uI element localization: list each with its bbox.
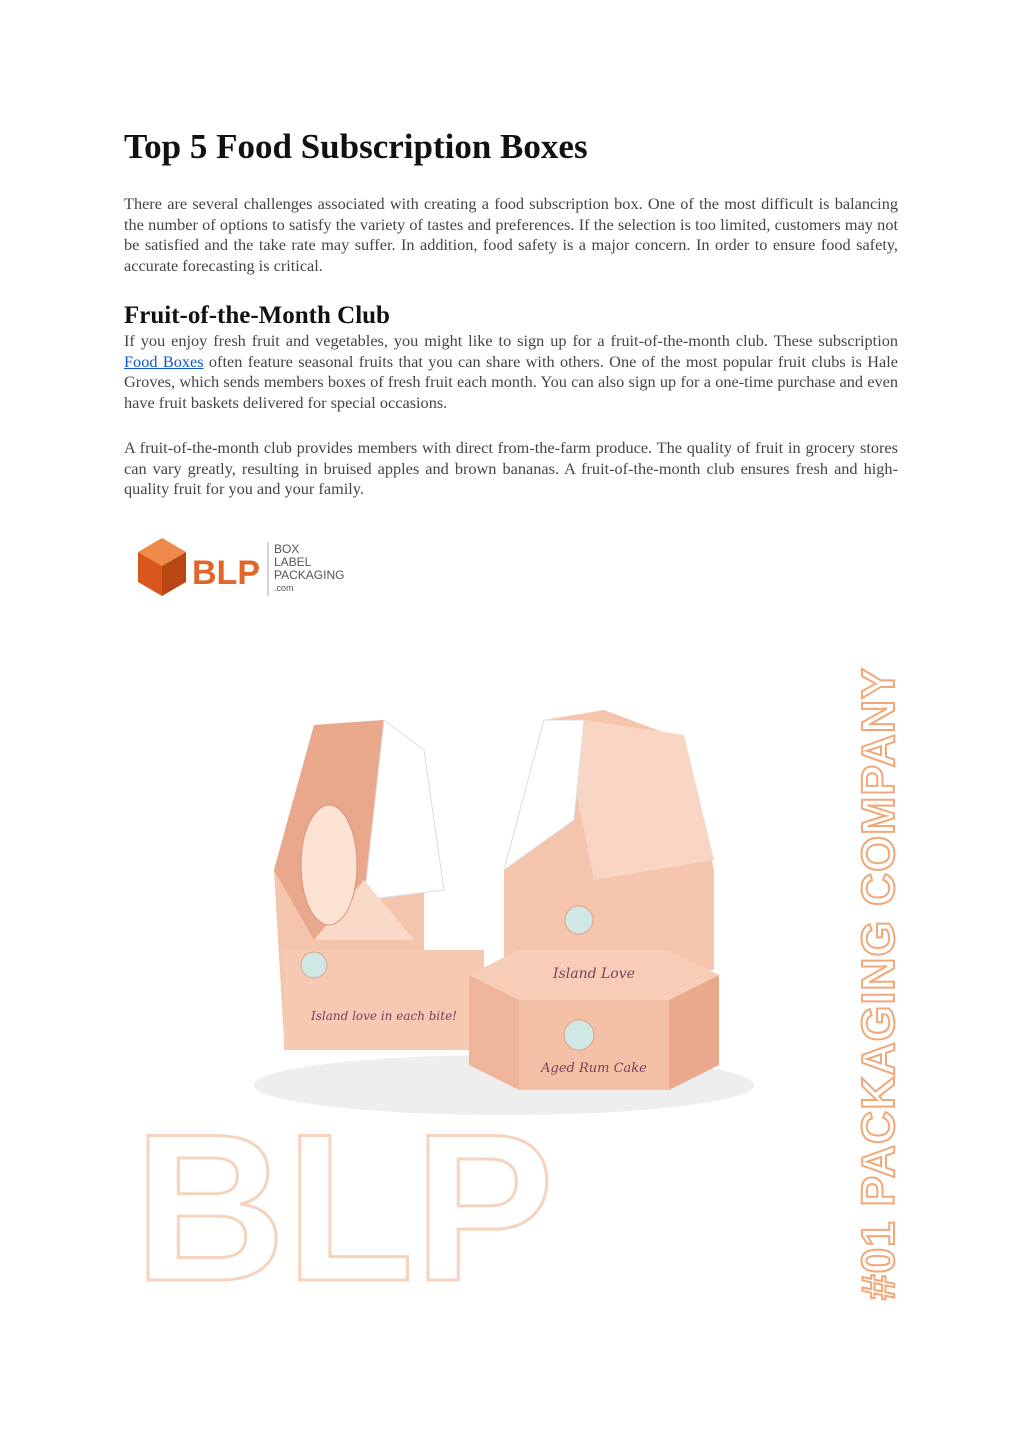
section-paragraph-1: [124, 331, 898, 414]
product-illustration: [124, 520, 904, 1320]
logo-line-3: PACKAGING: [274, 568, 345, 582]
box-subtitle-text: Aged Rum Cake: [541, 1061, 647, 1076]
hexagon-boxes: [254, 710, 754, 1115]
section-paragraph-2: A fruit-of-the-month club provides members with direct from-the-farm produce. The quality of fruit in grocery stores can vary greatly, resulting in bruised apples and brown bananas. A fruit-of-the-month club ensures fresh and high-quality fruit for you and your family.: [124, 438, 898, 499]
blp-logo: [138, 538, 344, 596]
paragraph-text: often feature seasonal fruits that you can share with others. One of the most popular fruit clubs is Hale Groves, which sends members boxes of fresh fruit each month. You can also sign up for a one-time purchase and even have fruit baskets delivered for special occasions.: [124, 351, 898, 413]
box-title-text: Island Love: [553, 966, 635, 982]
section-heading: Fruit-of-the-Month Club: [124, 302, 390, 329]
product-image: [124, 520, 904, 1320]
page-title: Top 5 Food Subscription Boxes: [124, 127, 588, 166]
food-boxes-link[interactable]: Food Boxes: [124, 351, 204, 371]
box-tagline-text: Island love in each bite!: [310, 1009, 458, 1023]
logo-mark-text: BLP: [192, 554, 260, 592]
intro-paragraph: There are several challenges associated with creating a food subscription box. One of the most difficult is balancing the number of options to satisfy the variety of tastes and preferences. If the selection is too limited, customers may not be satisfied and the take rate may suffer. In addition, food safety is a major concern. In order to ensure food safety, accurate forecasting is critical.: [124, 194, 898, 276]
logo-line-1: BOX: [274, 542, 300, 556]
side-slogan: #01 PACKAGING COMPANY: [852, 667, 904, 1300]
paragraph-text: If you enjoy fresh fruit and vegetables, you might like to sign up for a fruit-of-the-month club. These subscription: [124, 331, 898, 350]
logo-line-2: LABEL: [274, 555, 312, 569]
blp-watermark: BLP: [134, 1090, 554, 1320]
logo-line-4: .com: [274, 583, 294, 593]
